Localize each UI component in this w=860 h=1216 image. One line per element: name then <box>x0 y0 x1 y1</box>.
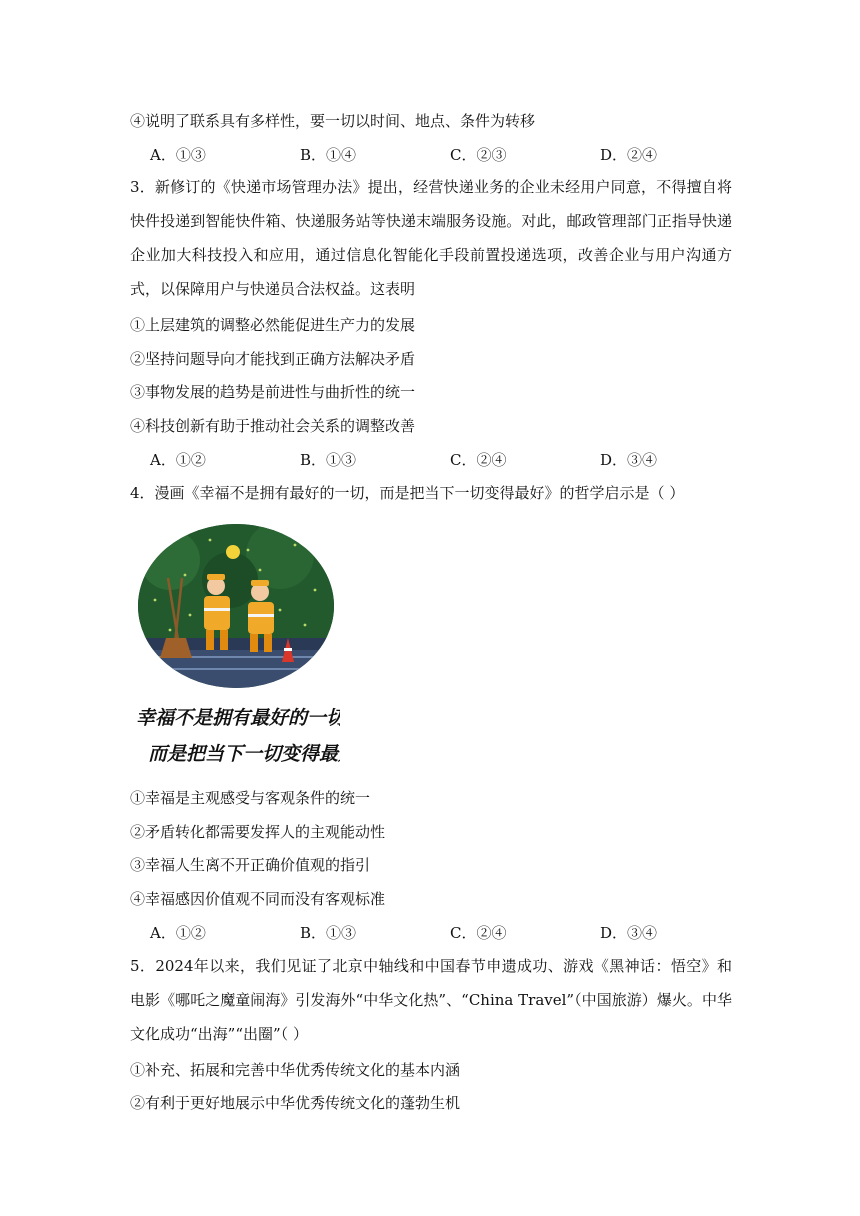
cartoon-image <box>130 520 340 780</box>
q4-stem: 4．漫画《幸福不是拥有最好的一切，而是把当下一切变得最好》的哲学启示是（ ） <box>130 484 685 502</box>
moon-icon <box>226 545 240 559</box>
q3-option-b: B．①③ <box>300 451 357 469</box>
q3-statement-2: ②坚持问题导向才能找到正确方法解决矛盾 <box>130 350 416 368</box>
q4-options <box>150 923 750 943</box>
cartoon-caption-line2: 而是把当下一切变得最好 <box>148 743 340 765</box>
q2-options <box>150 145 750 165</box>
q3-options <box>150 450 750 470</box>
q4-option-d: D．③④ <box>600 924 658 942</box>
q2-statement-4: ④说明了联系具有多样性，要一切以时间、地点、条件为转移 <box>130 112 536 130</box>
q4-option-c: C．②④ <box>450 924 507 942</box>
q2-option-d: D．②④ <box>600 146 658 164</box>
q3-statement-1: ①上层建筑的调整必然能促进生产力的发展 <box>130 316 416 334</box>
q4-statement-3: ③幸福人生离不开正确价值观的指引 <box>130 856 371 874</box>
q5-statement-1: ①补充、拓展和完善中华优秀传统文化的基本内涵 <box>130 1061 461 1079</box>
cartoon-caption-line1: 幸福不是拥有最好的一切 <box>136 707 340 729</box>
q3-option-d: D．③④ <box>600 451 658 469</box>
q2-option-b: B．①④ <box>300 146 357 164</box>
q4-option-a: A．①② <box>150 924 206 942</box>
q3-statement-4: ④科技创新有助于推动社会关系的调整改善 <box>130 417 416 435</box>
q4-option-b: B．①③ <box>300 924 357 942</box>
q2-option-c: C．②③ <box>450 146 507 164</box>
q5-statement-2: ②有利于更好地展示中华优秀传统文化的蓬勃生机 <box>130 1094 461 1112</box>
q3-statement-3: ③事物发展的趋势是前进性与曲折性的统一 <box>130 383 416 401</box>
q4-statement-1: ①幸福是主观感受与客观条件的统一 <box>130 789 371 807</box>
q4-statement-2: ②矛盾转化都需要发挥人的主观能动性 <box>130 823 386 841</box>
q4-statement-4: ④幸福感因价值观不同而没有客观标准 <box>130 890 386 908</box>
q3-stem: 3．新修订的《快递市场管理办法》提出，经营快递业务的企业未经用户同意，不得擅自将快件投递到智能快件箱、快递服务站等快递末端服务设施。对此，邮政管理部门正指导快递企业加大科技投入和应用，通过信息化智能化手段前置投递选项，改善企业与用户沟通方式，以保障用户与快递员合法权益。这表明 <box>130 178 732 298</box>
q3-option-c: C．②④ <box>450 451 507 469</box>
q2-option-a: A．①③ <box>150 146 206 164</box>
q5-stem: 5．2024年以来，我们见证了北京中轴线和中国春节申遗成功、游戏《黑神话：悟空》和电影《哪吒之魔童闹海》引发海外“中华文化热”、“China Travel”（中国旅游）爆火。中华文化成功“出海”“出圈”（ ） <box>130 957 732 1043</box>
q3-option-a: A．①② <box>150 451 206 469</box>
